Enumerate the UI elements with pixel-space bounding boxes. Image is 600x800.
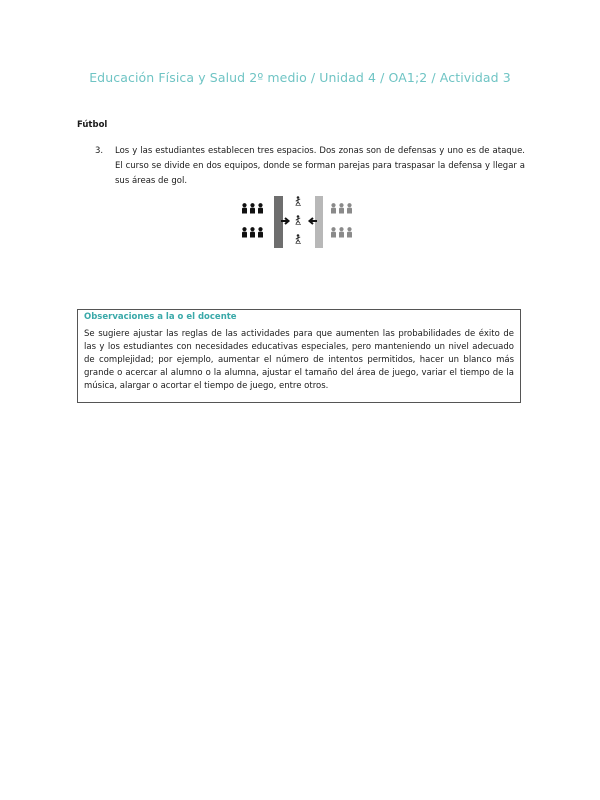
observations-box	[77, 309, 521, 403]
observations-title: Observaciones a la o el docente	[84, 312, 237, 322]
section-title: Fútbol	[77, 120, 108, 130]
team-a-players	[242, 203, 263, 237]
observations-body: Se sugiere ajustar las reglas de las actividades para que aumenten las probabilidades de éxito de las y los estudiantes con necesidades educativas especiales, pero manteniendo un nivel adecuado de complejidad; por ejemplo, aumentar el número de intentos permitidos, hacer un blanco más grande o acercar al alumno o la alumna, ajustar el tamaño del área de juego, variar el tiempo de la música, alargar o acortar el tiempo de juego, entre otros.	[84, 329, 514, 391]
team-b-players	[331, 203, 352, 237]
soccer-player-icon	[296, 196, 302, 244]
field-diagram-svg	[240, 196, 360, 250]
activity-number: 3.	[95, 146, 104, 156]
activity-text: Los y las estudiantes establecen tres espacios. Dos zonas son de defensas y uno es de ataque. El curso se divide en dos equipos, donde se forman parejas para traspasar la defensa y llegar a sus áreas de gol.	[115, 146, 525, 186]
activity-item	[95, 144, 525, 189]
page-header: Educación Física y Salud 2º medio / Unidad 4 / OA1;2 / Actividad 3	[89, 70, 511, 85]
field-diagram	[240, 196, 360, 250]
